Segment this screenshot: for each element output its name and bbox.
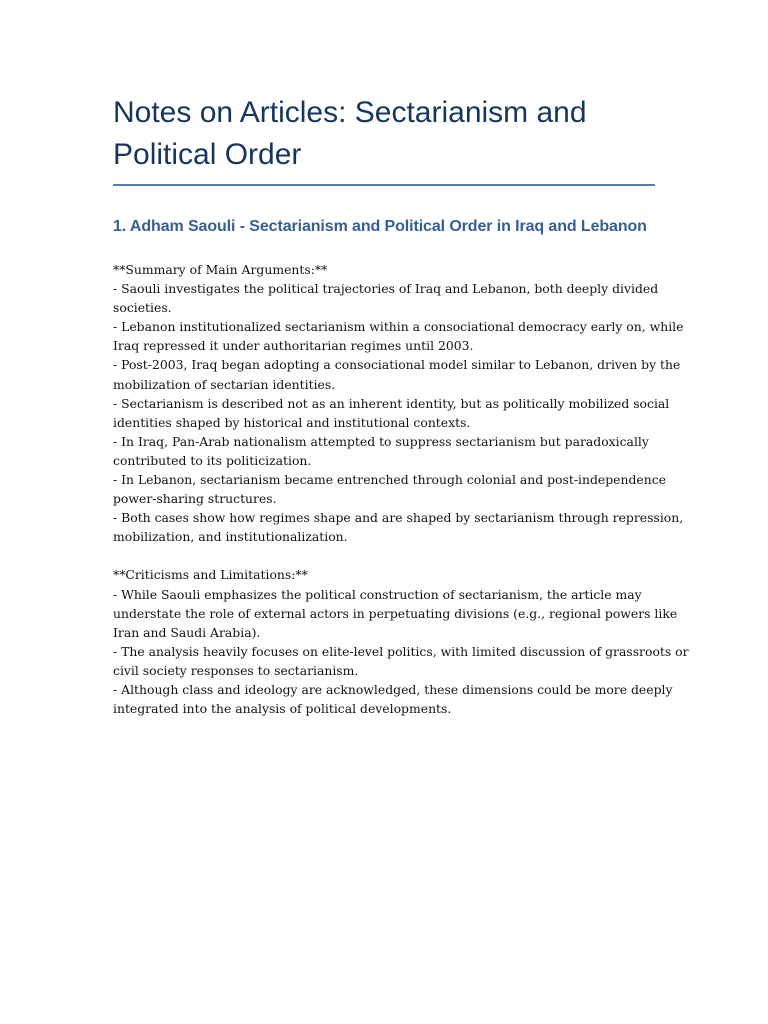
title-line-1: Notes on Articles: Sectarianism and <box>113 96 587 129</box>
text-line: - Although class and ideology are acknowledged, these dimensions could be more deeply <box>113 681 673 697</box>
text-line: - The analysis heavily focuses on elite-level politics, with limited discussion of grassroots or <box>113 643 689 659</box>
text-line: - Both cases show how regimes shape and are shaped by sectarianism through repression, <box>113 510 684 526</box>
text-line: Iraq repressed it under authoritarian regimes until 2003. <box>113 338 474 354</box>
text-line: - Lebanon institutionalized sectarianism within a consociational democracy early on, while <box>113 319 684 335</box>
text-line: understate the role of external actors in perpetuating divisions (e.g., regional powers like <box>113 605 678 621</box>
text-line: identities shaped by historical and institutional contexts. <box>113 414 471 430</box>
text-line: - Sectarianism is described not as an inherent identity, but as politically mobilized social <box>113 395 670 411</box>
text-line: integrated into the analysis of political developments. <box>113 701 452 717</box>
summary-block <box>113 260 684 546</box>
text-line: societies. <box>113 300 172 316</box>
criticisms-block <box>113 565 689 718</box>
text-line: power-sharing structures. <box>113 491 277 507</box>
text-line: - Saouli investigates the political trajectories of Iraq and Lebanon, both deeply divided <box>113 281 659 297</box>
text-line: civil society responses to sectarianism. <box>113 662 359 678</box>
text-line: mobilization, and institutionalization. <box>113 529 348 545</box>
document-content <box>113 92 689 718</box>
document-title <box>113 92 655 186</box>
text-line: **Summary of Main Arguments:** <box>113 262 328 277</box>
title-line-2: Political Order <box>113 138 302 171</box>
text-line: mobilization of sectarian identities. <box>113 376 336 392</box>
section-heading: 1. Adham Saouli - Sectarianism and Political Order in Iraq and Lebanon <box>113 218 647 235</box>
text-line: **Criticisms and Limitations:** <box>113 567 308 583</box>
text-line: - In Iraq, Pan-Arab nationalism attempted to suppress sectarianism but paradoxically <box>113 433 649 449</box>
text-line: - In Lebanon, sectarianism became entrenched through colonial and post-independence <box>113 472 666 488</box>
text-line: - Post-2003, Iraq began adopting a consociational model similar to Lebanon, driven by the <box>113 357 681 373</box>
text-line: contributed to its politicization. <box>113 452 312 468</box>
text-line: Iran and Saudi Arabia). <box>113 624 261 640</box>
text-line: - While Saouli emphasizes the political construction of sectarianism, the article may <box>113 586 642 602</box>
